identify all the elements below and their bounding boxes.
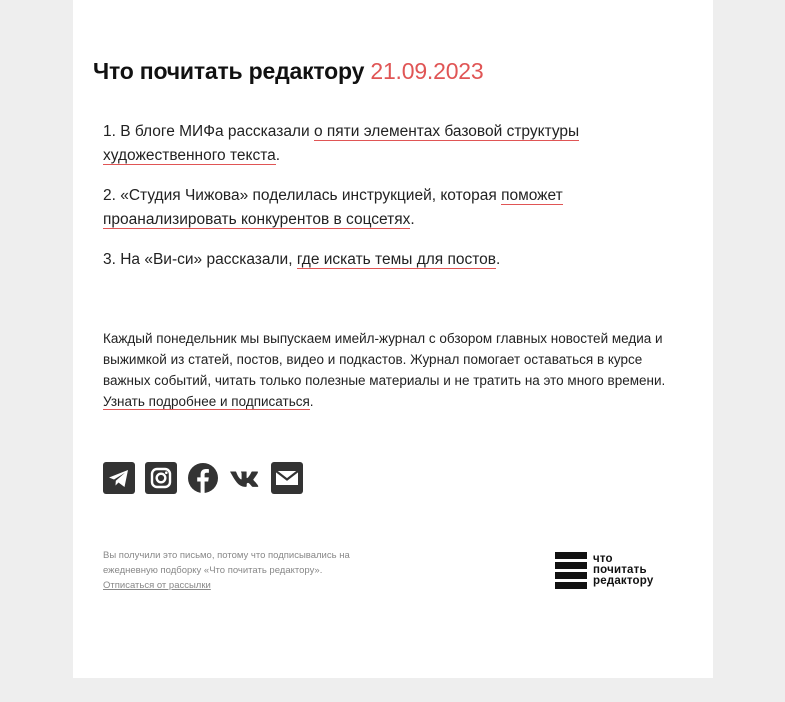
footer-text: Вы получили это письмо, потому что подписывались на ежедневную подборку «Что почитать редактору». — [103, 550, 350, 576]
title-text: Что почитать редактору — [93, 58, 365, 84]
facebook-icon[interactable] — [187, 462, 219, 494]
page-title — [93, 58, 484, 85]
brand-logo — [555, 552, 685, 588]
footer-note — [103, 548, 393, 593]
email-card — [73, 0, 713, 678]
item-text: 2. «Студия Чижова» поделилась инструкцией, которая — [103, 187, 502, 204]
list-item — [103, 120, 643, 168]
social-links — [103, 462, 303, 494]
item-link[interactable]: о пяти элементах базовой структуры художественного текста — [103, 123, 580, 164]
item-text: 3. На «Ви-си» рассказали, — [103, 251, 297, 268]
email-icon[interactable] — [271, 462, 303, 494]
logo-line-2: почитать — [593, 563, 647, 576]
vk-icon[interactable] — [229, 462, 261, 494]
news-list — [103, 120, 643, 288]
about-paragraph — [103, 328, 688, 412]
item-suffix: . — [496, 251, 501, 268]
logo-mark — [555, 552, 587, 589]
subscribe-link[interactable]: Узнать подробнее и подписаться — [103, 394, 310, 409]
logo-line-1: что — [593, 552, 613, 565]
about-suffix: . — [309, 394, 314, 409]
telegram-icon[interactable] — [103, 462, 135, 494]
item-suffix: . — [410, 211, 415, 228]
list-item — [103, 248, 643, 272]
item-suffix: . — [275, 147, 281, 164]
item-text: 1. В блоге МИФа рассказали — [103, 123, 314, 140]
logo-line-3: редактору — [593, 574, 654, 587]
logo-wordmark — [593, 554, 653, 587]
item-link[interactable]: где искать темы для постов — [296, 251, 497, 268]
unsubscribe-link[interactable]: Отписаться от рассылки — [103, 580, 211, 591]
item-link[interactable]: поможет проанализировать конкурентов в соцсетях — [103, 187, 563, 228]
instagram-icon[interactable] — [145, 462, 177, 494]
list-item — [103, 184, 643, 232]
about-text: Каждый понедельник мы выпускаем имейл-журнал с обзором главных новостей медиа и выжимкой из статей, постов, видео и подкастов. Журнал помогает оставаться в курсе важных событий, читать только полезные материалы и не тратить на это много времени. — [103, 331, 666, 388]
issue-date: 21.09.2023 — [370, 58, 484, 84]
